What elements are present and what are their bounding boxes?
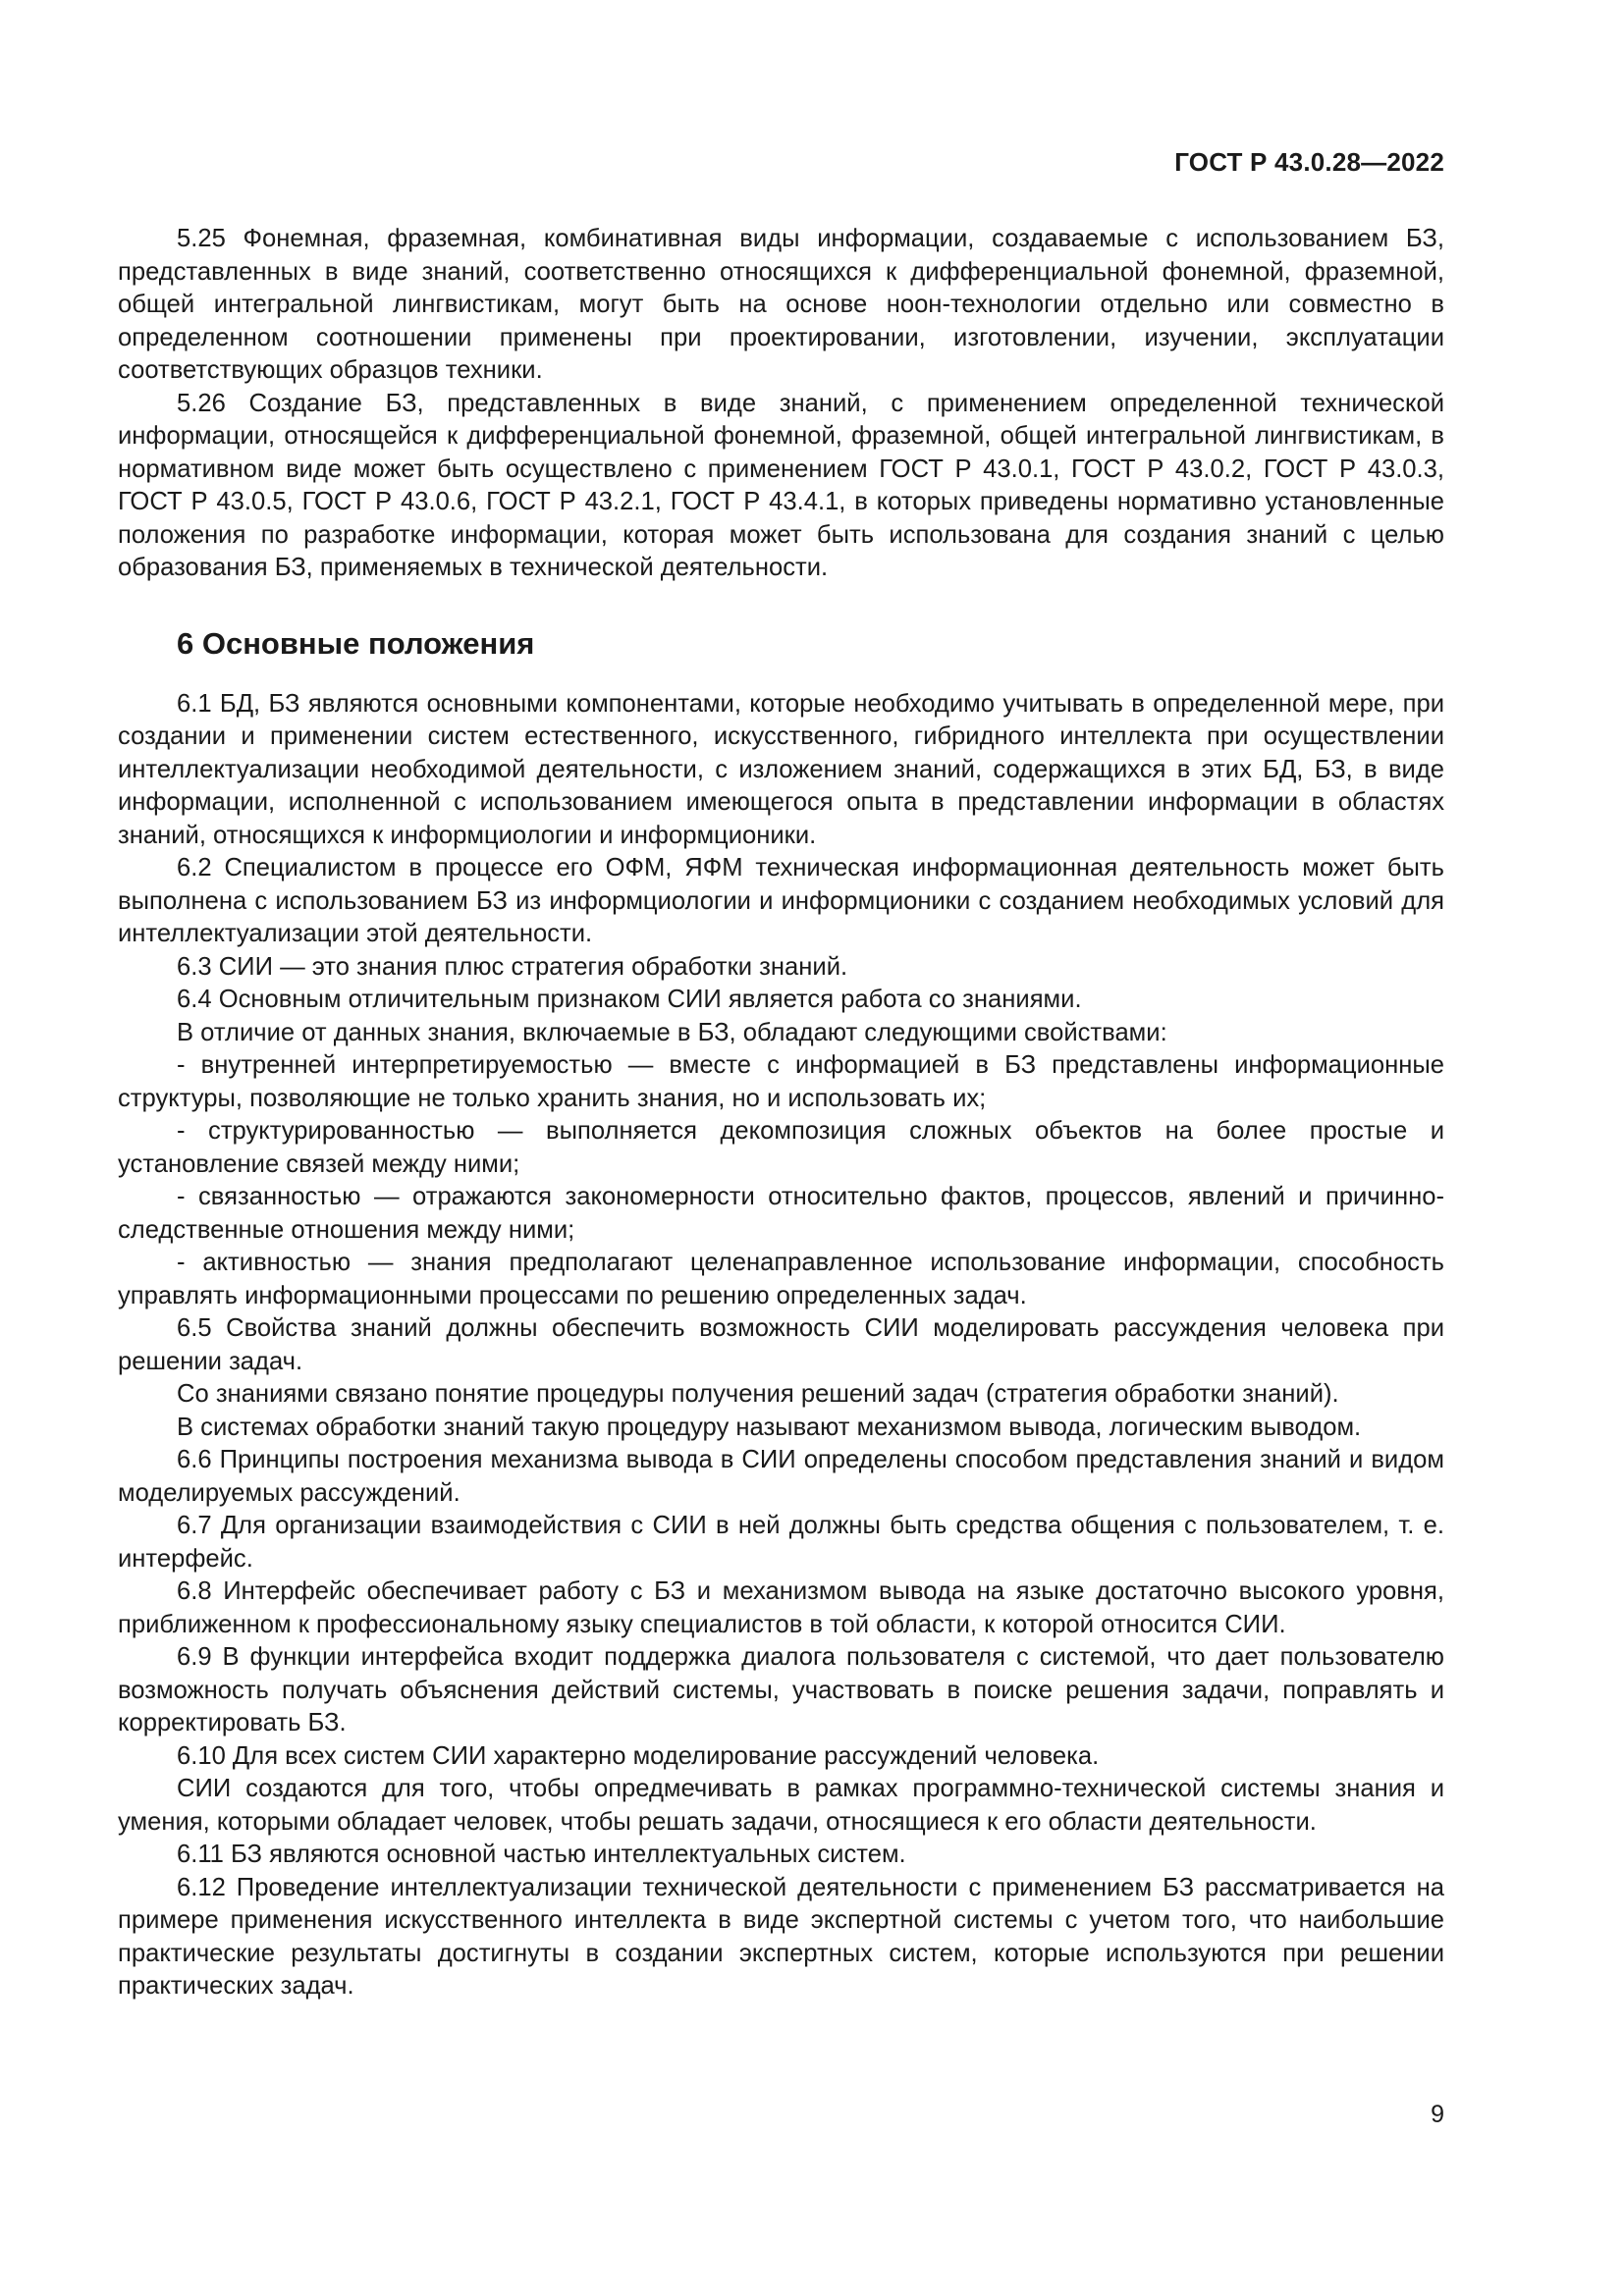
page-number: 9	[1431, 2101, 1444, 2128]
clause-5-26: 5.26 Создание БЗ, представленных в виде знаний, с применением определенной технической информации, относящейся к дифференциальной фонемной, фраземной, общей интегральной лингвистикам, в нормативном виде может быть осуществлено с применением ГОСТ Р 43.0.1, ГОСТ Р 43.0.2, ГОСТ Р 43.0.3, ГОСТ Р 43.0.5, ГОСТ Р 43.0.6, ГОСТ Р 43.2.1, ГОСТ Р 43.4.1, в которых приведены нормативно установленные положения по разработке информации, которая может быть использована для создания знаний с целью образования БЗ, применяемых в технической деятельности.	[118, 389, 1444, 581]
list-item: - внутренней интерпретируемостью — вместе с информацией в БЗ представлены информационные структуры, позволяющие не только хранить знания, но и использовать их;	[118, 1051, 1444, 1112]
clause-6-5: 6.5 Свойства знаний должны обеспечить возможность СИИ моделировать рассуждения человека при решении задач.	[118, 1314, 1444, 1375]
properties-intro: В отличие от данных знания, включаемые в БЗ, обладают следующими свойствами:	[177, 1018, 1167, 1046]
clause-6-12: 6.12 Проведение интеллектуализации технической деятельности с применением БЗ рассматривается на примере применения искусственного интеллекта в виде экспертной системы с учетом того, что наибольшие практические результаты достигнуты в создании экспертных систем, которые используются при решении практических задач.	[118, 1873, 1444, 2000]
document-code-header: ГОСТ Р 43.0.28—2022	[1174, 147, 1444, 177]
clause-6-7: 6.7 Для организации взаимодействия с СИИ в ней должны быть средства общения с пользователем, т. е. интерфейс.	[118, 1512, 1444, 1573]
list-item: - структурированностью — выполняется декомпозиция сложных объектов на более простые и установление связей между ними;	[118, 1117, 1444, 1178]
clause-6-2: 6.2 Специалистом в процессе его ОФМ, ЯФМ техническая информационная деятельность может быть выполнена с использованием БЗ из информциологии и информционики с созданием необходимых условий для интеллектуализации этой деятельности.	[118, 854, 1444, 947]
clause-6-8: 6.8 Интерфейс обеспечивает работу с БЗ и механизмом вывода на языке достаточно высокого уровня, приближенном к профессиональному языку специалистов в той области, к которой относится СИИ.	[118, 1577, 1444, 1638]
clause-6-10: 6.10 Для всех систем СИИ характерно моделирование рассуждений человека.	[177, 1741, 1100, 1770]
clause-6-4: 6.4 Основным отличительным признаком СИИ является работа со знаниями.	[177, 986, 1082, 1013]
list-item: - активностью — знания предполагают целенаправленное использование информации, способность управлять информационными процессами по решению определенных задач.	[118, 1249, 1444, 1309]
clause-6-11: 6.11 БЗ являются основной частью интеллектуальных систем.	[177, 1841, 906, 1868]
paragraph: Со знаниями связано понятие процедуры получения решений задач (стратегия обработки знаний).	[177, 1380, 1339, 1408]
clause-5-25: 5.25 Фонемная, фраземная, комбинативная виды информации, создаваемые с использованием БЗ, представленных в виде знаний, соответственно относящихся к дифференциальной фонемной, фраземной, общей интегральной лингвистикам, могут быть на основе ноон-технологии отдельно или совместно в определенном соотношении применены при проектировании, изготовлении, изучении, эксплуатации соответствующих образцов техники.	[118, 225, 1444, 384]
paragraph: СИИ создаются для того, чтобы опредмечивать в рамках программно-технической системы знания и умения, которыми обладает человек, чтобы решать задачи, относящиеся к его области деятельности.	[118, 1775, 1444, 1836]
clause-6-6: 6.6 Принципы построения механизма вывода в СИИ определены способом представления знаний и видом моделируемых рассуждений.	[118, 1446, 1444, 1507]
list-item: - связанностью — отражаются закономерности относительно фактов, процессов, явлений и причинно-следственные отношения между ними;	[118, 1183, 1444, 1244]
clause-6-3: 6.3 СИИ — это знания плюс стратегия обработки знаний.	[177, 952, 848, 981]
paragraph: В системах обработки знаний такую процедуру называют механизмом вывода, логическим выводом.	[177, 1413, 1362, 1441]
clause-6-9: 6.9 В функции интерфейса входит поддержка диалога пользователя с системой, что дает пользователю возможность получать объяснения действий системы, участвовать в поиске решения задачи, поправлять и корректировать БЗ.	[118, 1643, 1444, 1736]
clause-6-1: 6.1 БД, БЗ являются основными компонентами, которые необходимо учитывать в определенной мере, при создании и применении систем естественного, искусственного, гибридного интеллекта при осуществлении интеллектуализации необходимой деятельности, с изложением знаний, содержащихся в этих БД, БЗ, в виде информации, исполненной с использованием имеющегося опыта в представлении информации в областях знаний, относящихся к информциологии и информционики.	[118, 689, 1444, 849]
page-body	[118, 223, 1444, 2003]
section-heading: 6 Основные положения	[177, 625, 535, 661]
